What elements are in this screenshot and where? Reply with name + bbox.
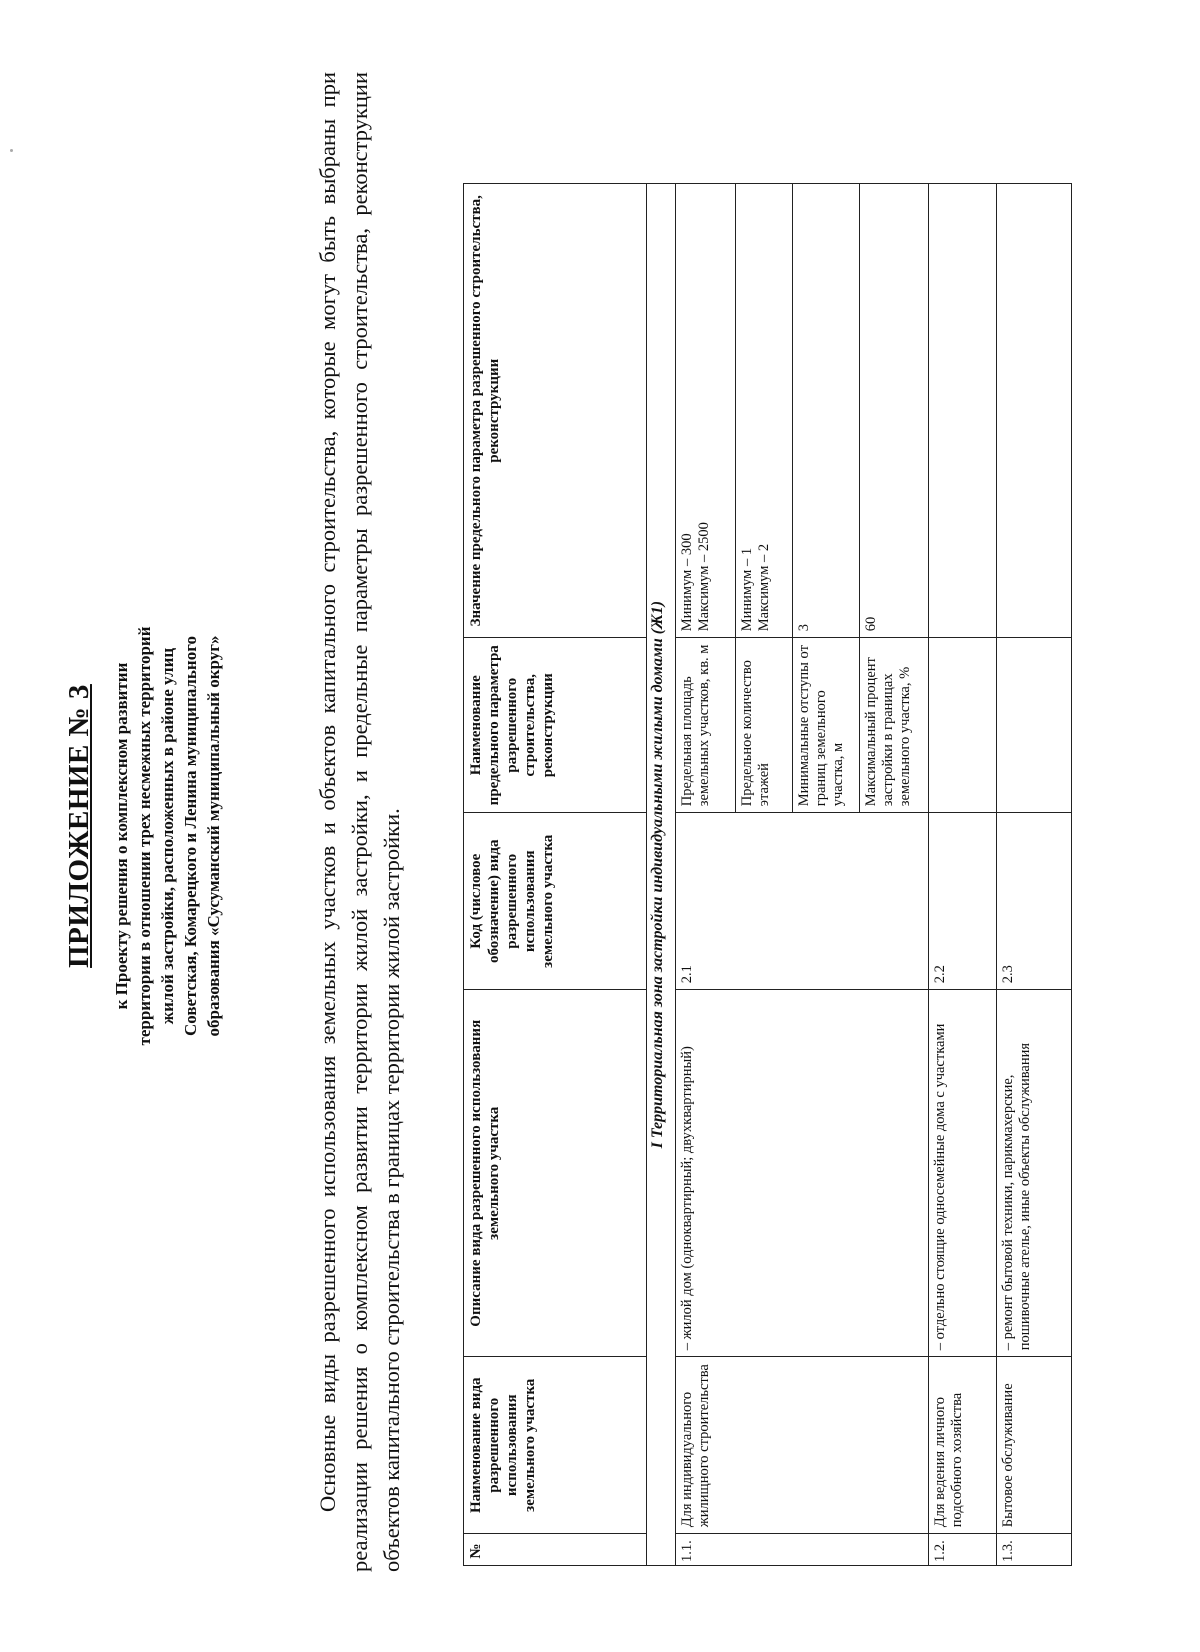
header-use-code: Код (числовое обозначение) вида разрешенного использования земельного участка <box>464 813 647 990</box>
param-value <box>929 184 997 638</box>
permitted-use-table <box>463 183 1072 1566</box>
table-row <box>997 184 1072 1566</box>
row-use-name: Для ведения личного подсобного хозяйства <box>929 1357 997 1534</box>
header-num: № <box>464 1534 647 1566</box>
param-value-line: Минимум – 1 <box>739 547 755 632</box>
subtitle-line-1: к Проекту решения о комплексном развитии <box>112 662 131 1010</box>
row-use-name: Для индивидуального жилищного строительства <box>676 1357 929 1534</box>
param-name: Максимальный процент застройки в границах земельного участка, % <box>860 638 929 813</box>
param-value-line: Максимум – 2 <box>756 543 772 632</box>
param-value-line: Максимум – 2500 <box>696 522 712 632</box>
param-name <box>929 638 997 813</box>
subtitle-line-2: территории в отношении трех несмежных территорий <box>135 626 154 1046</box>
intro-paragraph: Основные виды разрешенного использования земельных участков и объектов капитального строительства, которые могут быть выбраны при реализации решения о комплексном развитии территории жилой застройки, и предельные параметры разрешенного строительства, реконструкции объектов капитального строительства в границах территории жилой застройки. <box>315 72 404 1572</box>
param-name: Предельная площадь земельных участков, кв. м <box>676 638 736 813</box>
subtitle-line-4: Советская, Комарецкого и Ленина муниципального <box>181 635 200 1037</box>
table-row <box>676 184 736 1566</box>
scan-speck <box>10 149 13 152</box>
row-use-description: – ремонт бытовой техники, парикмахерские, пошивочные ателье, иные объекты обслуживания <box>997 990 1072 1357</box>
subtitle-line-3: жилой застройки, расположенных в районе улиц <box>158 647 177 1025</box>
row-use-code: 2.2 <box>929 813 997 990</box>
param-value <box>793 184 860 638</box>
header-param-value: Значение предельного параметра разрешенного строительства, реконструкции <box>464 184 647 638</box>
zone-row <box>647 184 676 1566</box>
row-use-code: 2.1 <box>676 813 929 990</box>
param-value-line: Минимум – 300 <box>679 533 695 632</box>
param-value <box>997 184 1072 638</box>
row-num: 1.2. <box>929 1534 997 1566</box>
param-name: Минимальные отступы от границ земельного участка, м <box>793 638 860 813</box>
param-value <box>676 184 736 638</box>
header-param-name: Наименование предельного параметра разрешенного строительства, реконструкции <box>464 638 647 813</box>
zone-title: I Территориальная зона застройки индивидуальными жилыми домами (Ж1) <box>647 184 676 1566</box>
param-value-line: 3 <box>796 624 812 632</box>
row-use-name: Бытовое обслуживание <box>997 1357 1072 1534</box>
table-header-row <box>464 184 647 1566</box>
param-name: Предельное количество этажей <box>736 638 793 813</box>
header-use-name: Наименование вида разрешенного использования земельного участка <box>464 1357 647 1534</box>
row-use-description: – отдельно стоящие односемейные дома с участками <box>929 990 997 1357</box>
param-value <box>860 184 929 638</box>
row-num: 1.3. <box>997 1534 1072 1566</box>
row-num: 1.1. <box>676 1534 929 1566</box>
param-value <box>736 184 793 638</box>
header-use-description: Описание вида разрешенного использования земельного участка <box>464 990 647 1357</box>
subtitle-line-5: образования «Сусуманский муниципальный округ» <box>204 635 223 1037</box>
param-value-line: 60 <box>863 616 879 632</box>
row-use-description: – жилой дом (одноквартирный; двухквартирный) <box>676 990 929 1357</box>
param-name <box>997 638 1072 813</box>
appendix-title: ПРИЛОЖЕНИЕ № 3 <box>63 684 95 968</box>
table-row <box>929 184 997 1566</box>
row-use-code: 2.3 <box>997 813 1072 990</box>
